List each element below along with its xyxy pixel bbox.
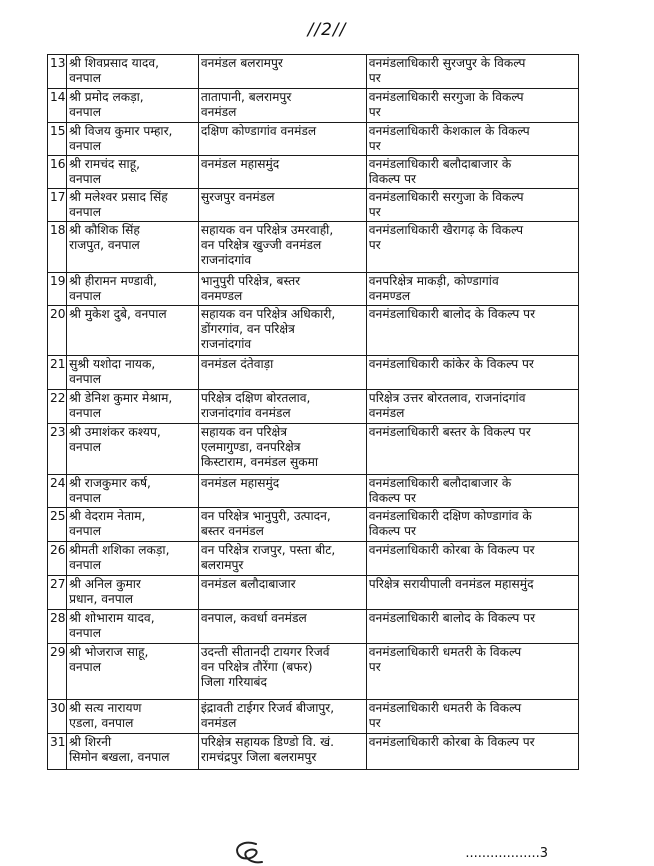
cell-line: वन परिक्षेत्र तौरेंगा (बफर): [200, 660, 313, 674]
cell-line: वनमंडलाधिकारी सरगुजा के विकल्प: [368, 190, 524, 204]
cell-line: बस्तर वनमंडल: [200, 524, 264, 538]
cell-line: श्री अनिल कुमार: [69, 577, 141, 591]
employee-name-cell: [67, 356, 199, 390]
cell-line: वनमण्डल: [368, 289, 411, 303]
cell-line: श्री प्रमोद लकड़ा,: [69, 90, 144, 104]
cell-line: वनमंडल: [368, 406, 405, 420]
cell-line: वनपाल: [69, 440, 101, 454]
serial-number-cell: 17: [48, 189, 67, 222]
table-row: [48, 542, 579, 576]
table-row: [48, 424, 579, 475]
serial-number-cell: 31: [48, 734, 67, 770]
serial-number-cell: 20: [48, 306, 67, 356]
transfer-table: [47, 54, 579, 770]
cell-line: वनमंडलाधिकारी दक्षिण कोण्डागांव के: [368, 509, 532, 523]
employee-name-cell: [67, 189, 199, 222]
cell-line: राजनांदगांव: [200, 337, 252, 351]
cell-line: वन परिक्षेत्र राजपुर, पस्ता बीट,: [200, 543, 336, 557]
cell-line: श्री हीरामन मण्डावी,: [69, 274, 158, 288]
table-row: [48, 306, 579, 356]
current-posting-cell: [198, 644, 366, 700]
current-posting-cell: [198, 356, 366, 390]
serial-number-cell: 25: [48, 508, 67, 542]
table-row: [48, 189, 579, 222]
additional-charge-cell: [366, 273, 578, 306]
cell-line: परिक्षेत्र सरायीपाली वनमंडल महासमुंद: [368, 577, 534, 591]
employee-name-cell: [67, 475, 199, 508]
cell-line: वनपाल: [69, 289, 101, 303]
cell-line: पर: [368, 660, 381, 674]
employee-name-cell: [67, 734, 199, 770]
serial-number-cell: 29: [48, 644, 67, 700]
current-posting-cell: [198, 89, 366, 123]
current-posting-cell: [198, 189, 366, 222]
serial-number-cell: 27: [48, 576, 67, 610]
cell-line: पर: [368, 105, 381, 119]
current-posting-cell: [198, 123, 366, 156]
employee-name-cell: [67, 644, 199, 700]
cell-line: श्री विजय कुमार पम्हार,: [69, 124, 173, 138]
cell-line: वनपाल: [69, 524, 101, 538]
employee-name-cell: [67, 306, 199, 356]
additional-charge-cell: [366, 475, 578, 508]
cell-line: किस्टाराम, वनमंडल सुकमा: [200, 455, 319, 469]
cell-line: उदन्ती सीतानदी टायगर रिजर्व: [200, 645, 330, 659]
cell-line: परिक्षेत्र सहायक डिण्डो वि. खं.: [200, 735, 334, 749]
cell-line: वनपाल: [69, 139, 101, 153]
cell-line: वनपाल, कवर्धा वनमंडल: [200, 611, 307, 625]
serial-number-cell: 23: [48, 424, 67, 475]
table-row: [48, 156, 579, 189]
additional-charge-cell: [366, 508, 578, 542]
additional-charge-cell: [366, 222, 578, 273]
cell-line: जिला गरियाबंद: [200, 675, 267, 689]
cell-line: सुश्री यशोदा नायक,: [69, 357, 156, 371]
cell-line: वनमंडलाधिकारी केशकाल के विकल्प: [368, 124, 530, 138]
cell-line: वनपाल: [69, 626, 101, 640]
current-posting-cell: [198, 700, 366, 734]
cell-line: श्री मुकेश दुबे, वनपाल: [69, 307, 167, 321]
serial-number-cell: 15: [48, 123, 67, 156]
current-posting-cell: [198, 475, 366, 508]
cell-line: वनमण्डल: [200, 289, 243, 303]
employee-name-cell: [67, 55, 199, 89]
table-row: [48, 644, 579, 700]
cell-line: श्री मलेश्वर प्रसाद सिंह: [69, 190, 168, 204]
employee-name-cell: [67, 222, 199, 273]
cell-line: बलरामपुर: [200, 558, 244, 572]
serial-number-cell: 19: [48, 273, 67, 306]
cell-line: वनपाल: [69, 172, 101, 186]
employee-name-cell: [67, 156, 199, 189]
employee-name-cell: [67, 273, 199, 306]
cell-line: वन परिक्षेत्र खुज्जी वनमंडल: [200, 238, 322, 252]
table-row: [48, 508, 579, 542]
employee-name-cell: [67, 508, 199, 542]
cell-line: श्री शिवप्रसाद यादव,: [69, 56, 159, 70]
cell-line: वनमंडलाधिकारी सरगुजा के विकल्प: [368, 90, 524, 104]
cell-line: विकल्प पर: [368, 524, 416, 538]
cell-line: वनमंडलाधिकारी धमतरी के विकल्प: [368, 701, 522, 715]
cell-line: वनपाल: [69, 71, 101, 85]
table-row: [48, 123, 579, 156]
cell-line: वनमंडलाधिकारी कोरबा के विकल्प पर: [368, 543, 535, 557]
table-row: [48, 390, 579, 424]
additional-charge-cell: [366, 123, 578, 156]
additional-charge-cell: [366, 189, 578, 222]
cell-line: भानुपुरी परिक्षेत्र, बस्तर: [200, 274, 301, 288]
cell-line: तातापानी, बलरामपुर: [200, 90, 292, 104]
next-page-indicator: ..................3: [465, 846, 548, 861]
serial-number-cell: 24: [48, 475, 67, 508]
cell-line: श्री उमाशंकर कश्यप,: [69, 425, 161, 439]
cell-line: श्री शिरनी: [69, 735, 112, 749]
cell-line: पर: [368, 238, 381, 252]
cell-line: राजनांदगांव वनमंडल: [200, 406, 291, 420]
cell-line: वनपाल: [69, 558, 101, 572]
cell-line: वनमंडल: [200, 105, 237, 119]
cell-line: श्री डेनिश कुमार मेश्राम,: [69, 391, 173, 405]
table-row: [48, 700, 579, 734]
cell-line: वनमंडलाधिकारी कांकेर के विकल्प पर: [368, 357, 534, 371]
additional-charge-cell: [366, 734, 578, 770]
cell-line: वन परिक्षेत्र भानुपुरी, उत्पादन,: [200, 509, 331, 523]
cell-line: डोंगरगांव, वन परिक्षेत्र: [200, 322, 295, 336]
cell-line: श्री कौशिक सिंह: [69, 223, 140, 237]
employee-name-cell: [67, 576, 199, 610]
cell-line: दक्षिण कोण्डागांव वनमंडल: [200, 124, 317, 138]
employee-name-cell: [67, 89, 199, 123]
employee-name-cell: [67, 700, 199, 734]
cell-line: वनपाल: [69, 372, 101, 386]
additional-charge-cell: [366, 306, 578, 356]
cell-line: वनपाल: [69, 105, 101, 119]
serial-number-cell: 30: [48, 700, 67, 734]
cell-line: वनमंडल बलौदाबाजार: [200, 577, 296, 591]
cell-line: वनमंडलाधिकारी धमतरी के विकल्प: [368, 645, 522, 659]
table-row: [48, 89, 579, 123]
cell-line: पर: [368, 139, 381, 153]
additional-charge-cell: [366, 700, 578, 734]
cell-line: वनमंडल बलरामपुर: [200, 56, 283, 70]
current-posting-cell: [198, 156, 366, 189]
serial-number-cell: 28: [48, 610, 67, 644]
serial-number-cell: 13: [48, 55, 67, 89]
table-row: [48, 55, 579, 89]
current-posting-cell: [198, 734, 366, 770]
additional-charge-cell: [366, 542, 578, 576]
additional-charge-cell: [366, 390, 578, 424]
table-row: [48, 576, 579, 610]
current-posting-cell: [198, 610, 366, 644]
additional-charge-cell: [366, 356, 578, 390]
additional-charge-cell: [366, 156, 578, 189]
cell-line: श्री रामचंद साहू,: [69, 157, 141, 171]
cell-line: वनमंडलाधिकारी बस्तर के विकल्प पर: [368, 425, 531, 439]
additional-charge-cell: [366, 424, 578, 475]
cell-line: रामचंद्रपुर जिला बलरामपुर: [200, 750, 317, 764]
employee-name-cell: [67, 542, 199, 576]
cell-line: वनमंडल दंतेवाड़ा: [200, 357, 274, 371]
signature-mark: [226, 838, 276, 866]
cell-line: पर: [368, 205, 381, 219]
serial-number-cell: 14: [48, 89, 67, 123]
current-posting-cell: [198, 306, 366, 356]
cell-line: सहायक वन परिक्षेत्र अधिकारी,: [200, 307, 336, 321]
cell-line: श्री राजकुमार कर्ष,: [69, 476, 151, 490]
table-row: [48, 222, 579, 273]
current-posting-cell: [198, 390, 366, 424]
cell-line: परिक्षेत्र उत्तर बोरतलाव, राजनांदगांव: [368, 391, 526, 405]
cell-line: श्री भोजराज साहू,: [69, 645, 149, 659]
cell-line: राजपुत, वनपाल: [69, 238, 140, 252]
cell-line: विकल्प पर: [368, 491, 416, 505]
employee-name-cell: [67, 390, 199, 424]
cell-line: वनपाल: [69, 660, 101, 674]
additional-charge-cell: [366, 576, 578, 610]
additional-charge-cell: [366, 89, 578, 123]
page-number-marker: //2//: [307, 20, 347, 40]
cell-line: वनमंडलाधिकारी बलौदाबाजार के: [368, 157, 512, 171]
cell-line: वनमंडलाधिकारी सुरजपुर के विकल्प: [368, 56, 526, 70]
serial-number-cell: 16: [48, 156, 67, 189]
table-row: [48, 475, 579, 508]
additional-charge-cell: [366, 610, 578, 644]
cell-line: श्रीमती शशिका लकड़ा,: [69, 543, 170, 557]
cell-line: वनपाल: [69, 205, 101, 219]
serial-number-cell: 18: [48, 222, 67, 273]
cell-line: वनपरिक्षेत्र माकड़ी, कोण्डागांव: [368, 274, 499, 288]
current-posting-cell: [198, 424, 366, 475]
table-row: [48, 356, 579, 390]
table-row: [48, 734, 579, 770]
current-posting-cell: [198, 542, 366, 576]
serial-number-cell: 26: [48, 542, 67, 576]
current-posting-cell: [198, 576, 366, 610]
cell-line: वनपाल: [69, 406, 101, 420]
employee-name-cell: [67, 610, 199, 644]
cell-line: इंद्रावती टाईगर रिजर्व बीजापुर,: [200, 701, 335, 715]
cell-line: सहायक वन परिक्षेत्र उमरवाही,: [200, 223, 334, 237]
cell-line: प्रधान, वनपाल: [69, 592, 134, 606]
table-body: [48, 55, 579, 770]
cell-line: राजनांदगांव: [200, 253, 252, 267]
cell-line: वनमंडल: [200, 716, 237, 730]
current-posting-cell: [198, 273, 366, 306]
serial-number-cell: 22: [48, 390, 67, 424]
cell-line: सुरजपुर वनमंडल: [200, 190, 275, 204]
employee-name-cell: [67, 123, 199, 156]
cell-line: परिक्षेत्र दक्षिण बोरतलाव,: [200, 391, 311, 405]
cell-line: वनमंडलाधिकारी बालोद के विकल्प पर: [368, 307, 536, 321]
cell-line: एडला, वनपाल: [69, 716, 134, 730]
table-row: [48, 273, 579, 306]
cell-line: सहायक वन परिक्षेत्र: [200, 425, 287, 439]
current-posting-cell: [198, 55, 366, 89]
cell-line: पर: [368, 71, 381, 85]
cell-line: वनमंडलाधिकारी कोरबा के विकल्प पर: [368, 735, 535, 749]
current-posting-cell: [198, 508, 366, 542]
cell-line: सिमोन बखला, वनपाल: [69, 750, 170, 764]
cell-line: वनमंडलाधिकारी बलौदाबाजार के: [368, 476, 512, 490]
cell-line: श्री वेदराम नेताम,: [69, 509, 146, 523]
employee-name-cell: [67, 424, 199, 475]
cell-line: एलमागुण्डा, वनपरिक्षेत्र: [200, 440, 301, 454]
table-row: [48, 610, 579, 644]
cell-line: वनमंडलाधिकारी बालोद के विकल्प पर: [368, 611, 536, 625]
additional-charge-cell: [366, 644, 578, 700]
additional-charge-cell: [366, 55, 578, 89]
cell-line: श्री सत्य नारायण: [69, 701, 142, 715]
cell-line: वनमंडल महासमुंद: [200, 476, 280, 490]
cell-line: श्री शोभाराम यादव,: [69, 611, 155, 625]
serial-number-cell: 21: [48, 356, 67, 390]
cell-line: वनमंडलाधिकारी खैरागढ़ के विकल्प: [368, 223, 524, 237]
cell-line: वनमंडल महासमुंद: [200, 157, 280, 171]
cell-line: पर: [368, 716, 381, 730]
current-posting-cell: [198, 222, 366, 273]
cell-line: विकल्प पर: [368, 172, 416, 186]
cell-line: वनपाल: [69, 491, 101, 505]
